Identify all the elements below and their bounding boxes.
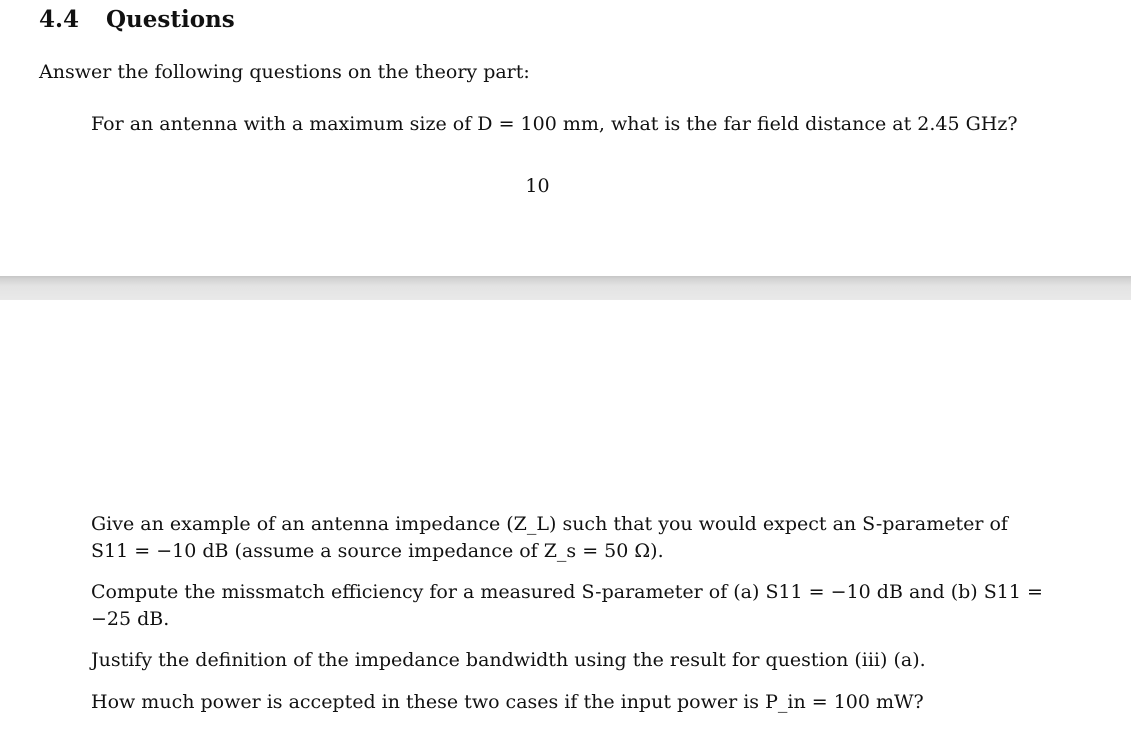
page-bottom: [0, 300, 1131, 751]
question-2-line-1: Give an example of an antenna impedance (Z_L) such that you would expect an S-parameter of: [91, 513, 1008, 535]
question-3-line-1: Compute the missmatch efficiency for a measured S-parameter of (a) S11 = −10 dB and (b) S11 =: [91, 581, 1043, 603]
intro-text: Answer the following questions on the theory part:: [39, 61, 530, 83]
question-2-line-2: S11 = −10 dB (assume a source impedance of Z_s = 50 Ω).: [91, 540, 664, 562]
page-top: [0, 0, 1131, 276]
question-3-line-2: −25 dB.: [91, 608, 170, 630]
page-break: [0, 276, 1131, 300]
question-5-text: How much power is accepted in these two cases if the input power is P_in = 100 mW?: [91, 691, 924, 713]
section-title: Questions: [106, 6, 235, 33]
page-number: 10: [525, 175, 550, 197]
section-number: 4.4: [39, 6, 80, 33]
section-heading: [39, 6, 235, 33]
question-4-text: Justify the definition of the impedance bandwidth using the result for question (iii) (a).: [91, 649, 926, 671]
question-1-text: For an antenna with a maximum size of D = 100 mm, what is the far field distance at 2.45 GHz?: [91, 113, 1018, 135]
